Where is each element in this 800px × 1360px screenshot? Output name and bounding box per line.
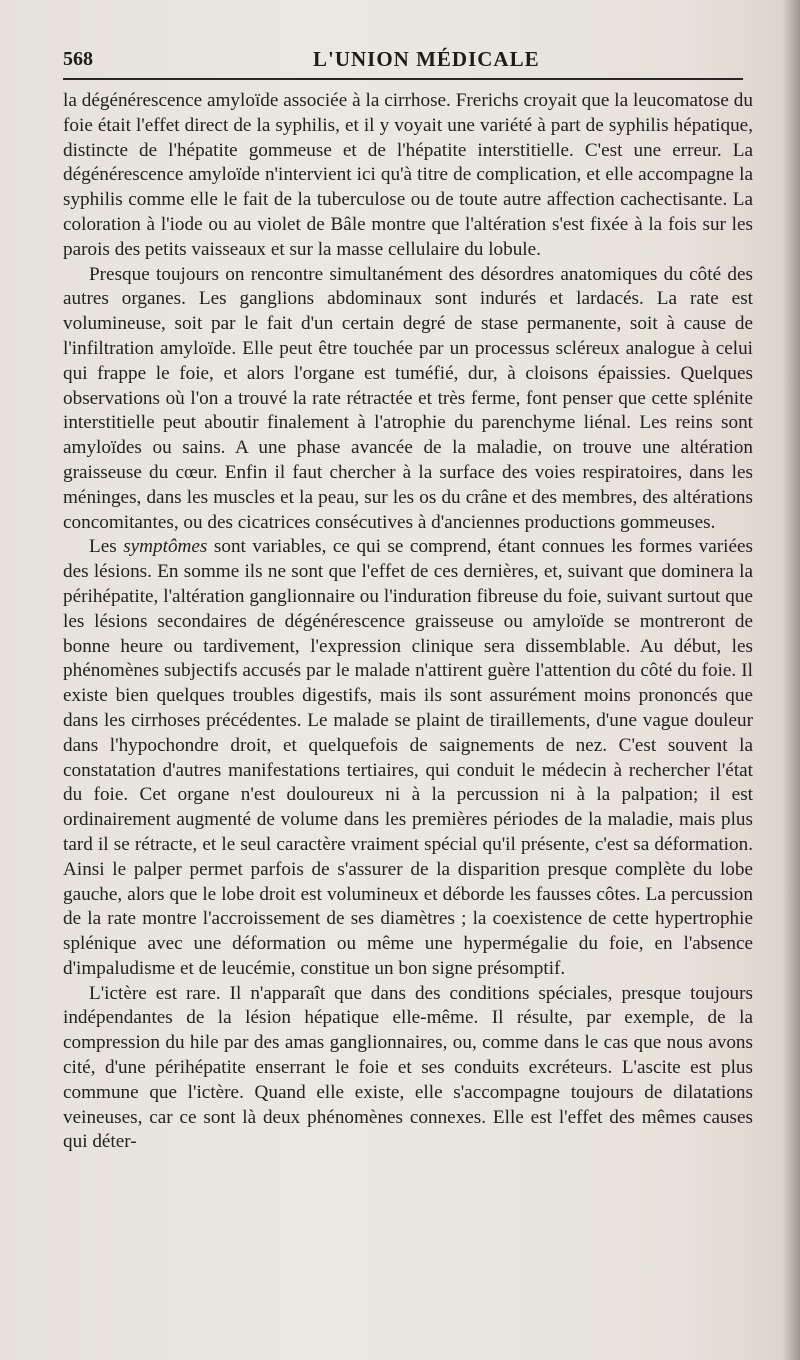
article-body	[63, 89, 753, 1155]
paragraph-degenerescence: la dégénérescence amyloïde associée à la cirrhose. Frerichs croyait que la leucomatose du foie était l'effet direct de la syphilis, et il y voyait une variété à part de syphilis hépatique, distincte de l'hépatite gommeuse et de l'hépatite interstitielle. C'est une erreur. La dégénérescence amyloïde n'intervient ici qu'à titre de complication, et elle accompagne la syphilis comme elle le fait de la tuberculose ou de toute autre affection cachectisante. La coloration à l'iode ou au violet de Bâle montre que l'altération s'est fixée à la fois sur les parois des petits vaisseaux et sur la masse cellulaire du lobule.	[63, 90, 753, 260]
emphasis-symptomes: symptômes	[123, 536, 208, 558]
paragraph-lesions-organes: Presque toujours on rencontre simultanément des désordres anatomiques du côté des autres organes. Les ganglions abdominaux sont indurés et lardacés. La rate est volumineuse, soit par le fait d'un certain degré de stase permanente, soit à cause de l'infiltration amyloïde. Elle peut être touchée par un processus scléreux analogue à celui qui frappe le foie, et alors l'organe est tuméfié, dur, à cloisons épaissies. Quelques observations où l'on a trouvé la rate rétractée et très ferme, font penser que cette splénite interstitielle peut aboutir finalement à l'atrophie du parenchyme liénal. Les reins sont amyloïdes ou sains. A une phase avancée de la maladie, on trouve une altération graisseuse du cœur. Enfin il faut chercher à la surface des voies respiratoires, dans les méninges, dans les muscles et la peau, sur les os du crâne et des membres, des altérations concomitantes, ou des cicatrices consécutives à d'anciennes productions gommeuses.	[63, 263, 753, 533]
header-rule	[63, 78, 743, 80]
page-number: 568	[63, 48, 93, 70]
paragraph-body: sont variables, ce qui se comprend, étant connues les formes variées des lésions. En somme ils ne sont que l'effet de ces dernières, et, suivant que dominera la périhépatite, l'altération ganglionnaire ou l'induration fibreuse du foie, suivant surtout que les lésions secondaires de dégénérescence graisseuse ou amyloïde se montreront de bonne heure ou tardivement, l'expression clinique sera dissemblable. Au début, les phénomènes subjectifs accusés par le malade n'attirent guère l'attention du côté du foie. Il existe bien quelques troubles digestifs, mais ils sont assurément moins prononcés que dans les cirrhoses précédentes. Le malade se plaint de tiraillements, d'une vague douleur dans l'hypochondre droit, et quelquefois de saignements de nez. C'est souvent la constatation d'autres manifestations tertiaires, qui conduit le médecin à rechercher l'état du foie. Cet organe n'est douloureux ni à la percussion ni à la palpation; il est ordinairement augmenté de volume dans les premières périodes de la maladie, mais plus tard il se rétracte, et le seul caractère vraiment spécial qu'il présente, c'est sa déformation. Ainsi le palper permet parfois de s'assurer de la disparition presque complète du lobe gauche, alors que le lobe droit est volumineux et déborde les fausses côtes. La percussion de la rate montre l'accroissement de ses diamètres ; la coexistence de cette hypertrophie splénique avec une déformation ou même une hypermégalie du foie, en l'absence d'impaludisme et de leucémie, constitue un bon signe présomptif.	[63, 536, 753, 979]
paragraph-ictere: L'ictère est rare. Il n'apparaît que dans des conditions spéciales, presque toujours indépendantes de la lésion hépatique elle-même. Il résulte, par exemple, de la compression du hile par des amas ganglionnaires, ou, comme dans le cas que nous avons cité, d'une périhépatite enserrant le foie et ses conduits excréteurs. L'ascite est plus commune que l'ictère. Quand elle existe, elle s'accompagne toujours de dilatations veineuses, car ce sont là deux phénomènes connexes. Elle est l'effet des mêmes causes qui déter-	[63, 982, 753, 1153]
journal-title: L'UNION MÉDICALE	[313, 47, 540, 71]
paragraph-lead: Les	[89, 536, 124, 558]
binding-shadow	[782, 0, 800, 1360]
paragraph-symptomes	[63, 535, 753, 981]
running-head	[63, 44, 743, 74]
